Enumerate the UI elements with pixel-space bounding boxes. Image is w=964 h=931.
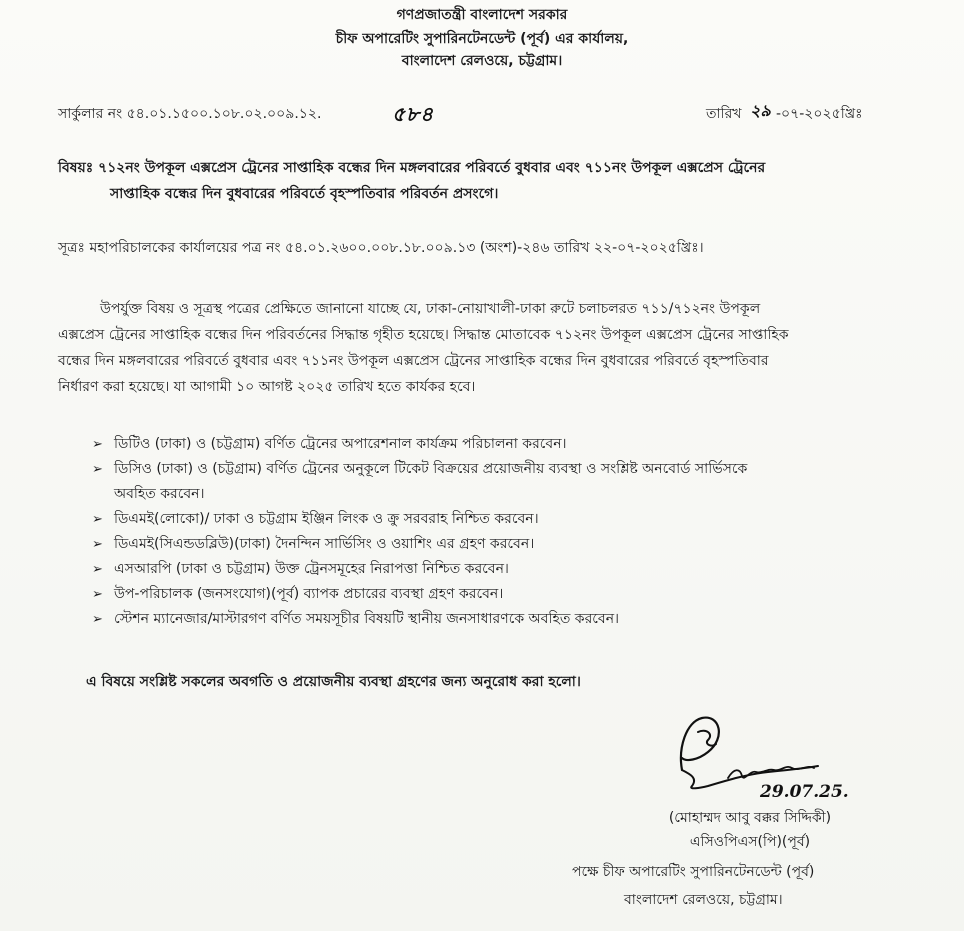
arrow-bullet-icon: ➢ — [92, 437, 103, 452]
date-day-handwritten: ২৯ — [750, 101, 771, 120]
subject-line-1: বিষয়ঃ ৭১২নং উপকূল এক্সপ্রেস ট্রেনের সাপ্তাহিক বন্ধের দিন মঙ্গলবারের পরিবর্তে বুধবার এবং ৭১১নং উপকূল এক্সপ্রেস ট্রেনের — [58, 160, 766, 176]
government-title: গণপ্রজাতন্ত্রী বাংলাদেশ সরকার — [396, 7, 568, 23]
list-item: ➢ ডিএমই(লোকো)/ ঢাকা ও চট্টগ্রাম ইঞ্জিন লিংক ও ক্রু সরবরাহ নিশ্চিত করবেন। — [92, 507, 932, 532]
signatory-office: বাংলাদেশ রেলওয়ে, চট্টগ্রাম। — [624, 892, 783, 908]
date-label: তারিখ — [706, 106, 742, 122]
source-reference: সূত্রঃ মহাপরিচালকের কার্যালয়ের পত্র নং ৫৪.০১.২৬০০.০০৮.১৮.০০৯.১৩ (অংশ)-২৪৬ তারিখ ২২-০৭-২০২৫খ্রিঃ। — [58, 240, 704, 256]
instruction-list — [92, 432, 932, 632]
signatory-designation: এসিওপিএস(পি)(পূর্ব) — [689, 834, 811, 850]
arrow-bullet-icon: ➢ — [92, 612, 103, 627]
arrow-bullet-icon: ➢ — [92, 537, 103, 552]
list-item: ➢ এসআরপি (ঢাকা ও চট্টগ্রাম) উক্ত ট্রেনসমূহের নিরাপত্তা নিশ্চিত করবেন। — [92, 557, 932, 582]
date-rest: -০৭-২০২৫খ্রিঃ — [776, 106, 863, 122]
body-line-3: বন্ধের দিন মঙ্গলবারের পরিবর্তে বুধবার এবং ৭১১নং উপকূল এক্সপ্রেস ট্রেনের সাপ্তাহিক বন্ধের দিন বুধবারের পরিবর্তে বৃহস্পতিবার — [58, 353, 769, 369]
list-item: ➢ স্টেশন ম্যানেজার/মাস্টারগণ বর্ণিত সময়সূচীর বিষয়টি স্থানীয় জনসাধারণকে অবহিত করবেন। — [92, 607, 932, 632]
subject-line-2: সাপ্তাহিক বন্ধের দিন বুধবারের পরিবর্তে বৃহস্পতিবার পরিবর্তন প্রসংগে। — [110, 186, 499, 202]
signatory-on-behalf: পক্ষে চীফ অপারেটিং সুপারিনটেনডেন্ট (পূর্ব) — [572, 864, 815, 880]
arrow-bullet-icon: ➢ — [92, 587, 103, 602]
list-item: ➢ উপ-পরিচালক (জনসংযোগ)(পূর্ব) ব্যাপক প্রচারের ব্যবস্থা গ্রহণ করবেন। — [92, 582, 932, 607]
arrow-bullet-icon: ➢ — [92, 562, 103, 577]
circular-number-label: সার্কুলার নং ৫৪.০১.১৫০০.১০৮.০২.০০৯.১২. — [58, 106, 322, 122]
circular-number-handwritten: ৫৮৪ — [392, 102, 434, 126]
list-item: ➢ ডিটিও (ঢাকা) ও (চট্টগ্রাম) বর্ণিত ট্রেনের অপারেশনাল কার্যক্রম পরিচালনা করবেন। — [92, 432, 932, 457]
office-location: বাংলাদেশ রেলওয়ে, চট্টগ্রাম। — [401, 53, 563, 69]
signatory-name: (মোহাম্মদ আবু বক্কর সিদ্দিকী) — [668, 810, 832, 826]
body-line-4: নির্ধারণ করা হয়েছে। যা আগামী ১০ আগষ্ট ২০২৫ তারিখ হতে কার্যকর হবে। — [58, 379, 476, 395]
body-line-2: এক্সপ্রেস ট্রেনের সাপ্তাহিক বন্ধের দিন পরিবর্তনের সিদ্ধান্ত গৃহীত হয়েছে। সিদ্ধান্ত মোতাবেক ৭১২নং উপকূল এক্সপ্রেস ট্রেনের সাপ্তাহিক — [58, 327, 789, 343]
signature-date: 29.07.25. — [760, 782, 849, 802]
office-title: চীফ অপারেটিং সুপারিনটেনডেন্ট (পূর্ব) এর কার্যালয়, — [335, 31, 629, 47]
list-item: ➢ ডিসিও (ঢাকা) ও (চট্টগ্রাম) বর্ণিত ট্রেনের অনুকূলে টিকেট বিক্রয়ের প্রয়োজনীয় ব্যবস্থা ও সংশ্লিষ্ট অনবোর্ড সার্ভিসকে অবহিত করবেন। — [92, 457, 932, 507]
arrow-bullet-icon: ➢ — [92, 512, 103, 527]
list-item: ➢ ডিএমই(সিএন্ডডব্লিউ)(ঢাকা) দৈনন্দিন সার্ভিসিং ও ওয়াশিং এর গ্রহণ করবেন। — [92, 532, 932, 557]
closing-request: এ বিষয়ে সংশ্লিষ্ট সকলের অবগতি ও প্রয়োজনীয় ব্যবস্থা গ্রহণের জন্য অনুরোধ করা হলো। — [86, 674, 581, 690]
body-paragraph — [58, 296, 938, 400]
signatory-block — [600, 806, 900, 854]
body-line-1: উপর্যুক্ত বিষয় ও সূত্রস্থ পত্রের প্রেক্ষিতে জানানো যাচ্ছে যে, ঢাকা-নোয়াখালী-ঢাকা রুটে চলাচলরত ৭১১/৭১২নং উপকূল — [100, 301, 761, 317]
arrow-bullet-icon: ➢ — [92, 462, 103, 477]
